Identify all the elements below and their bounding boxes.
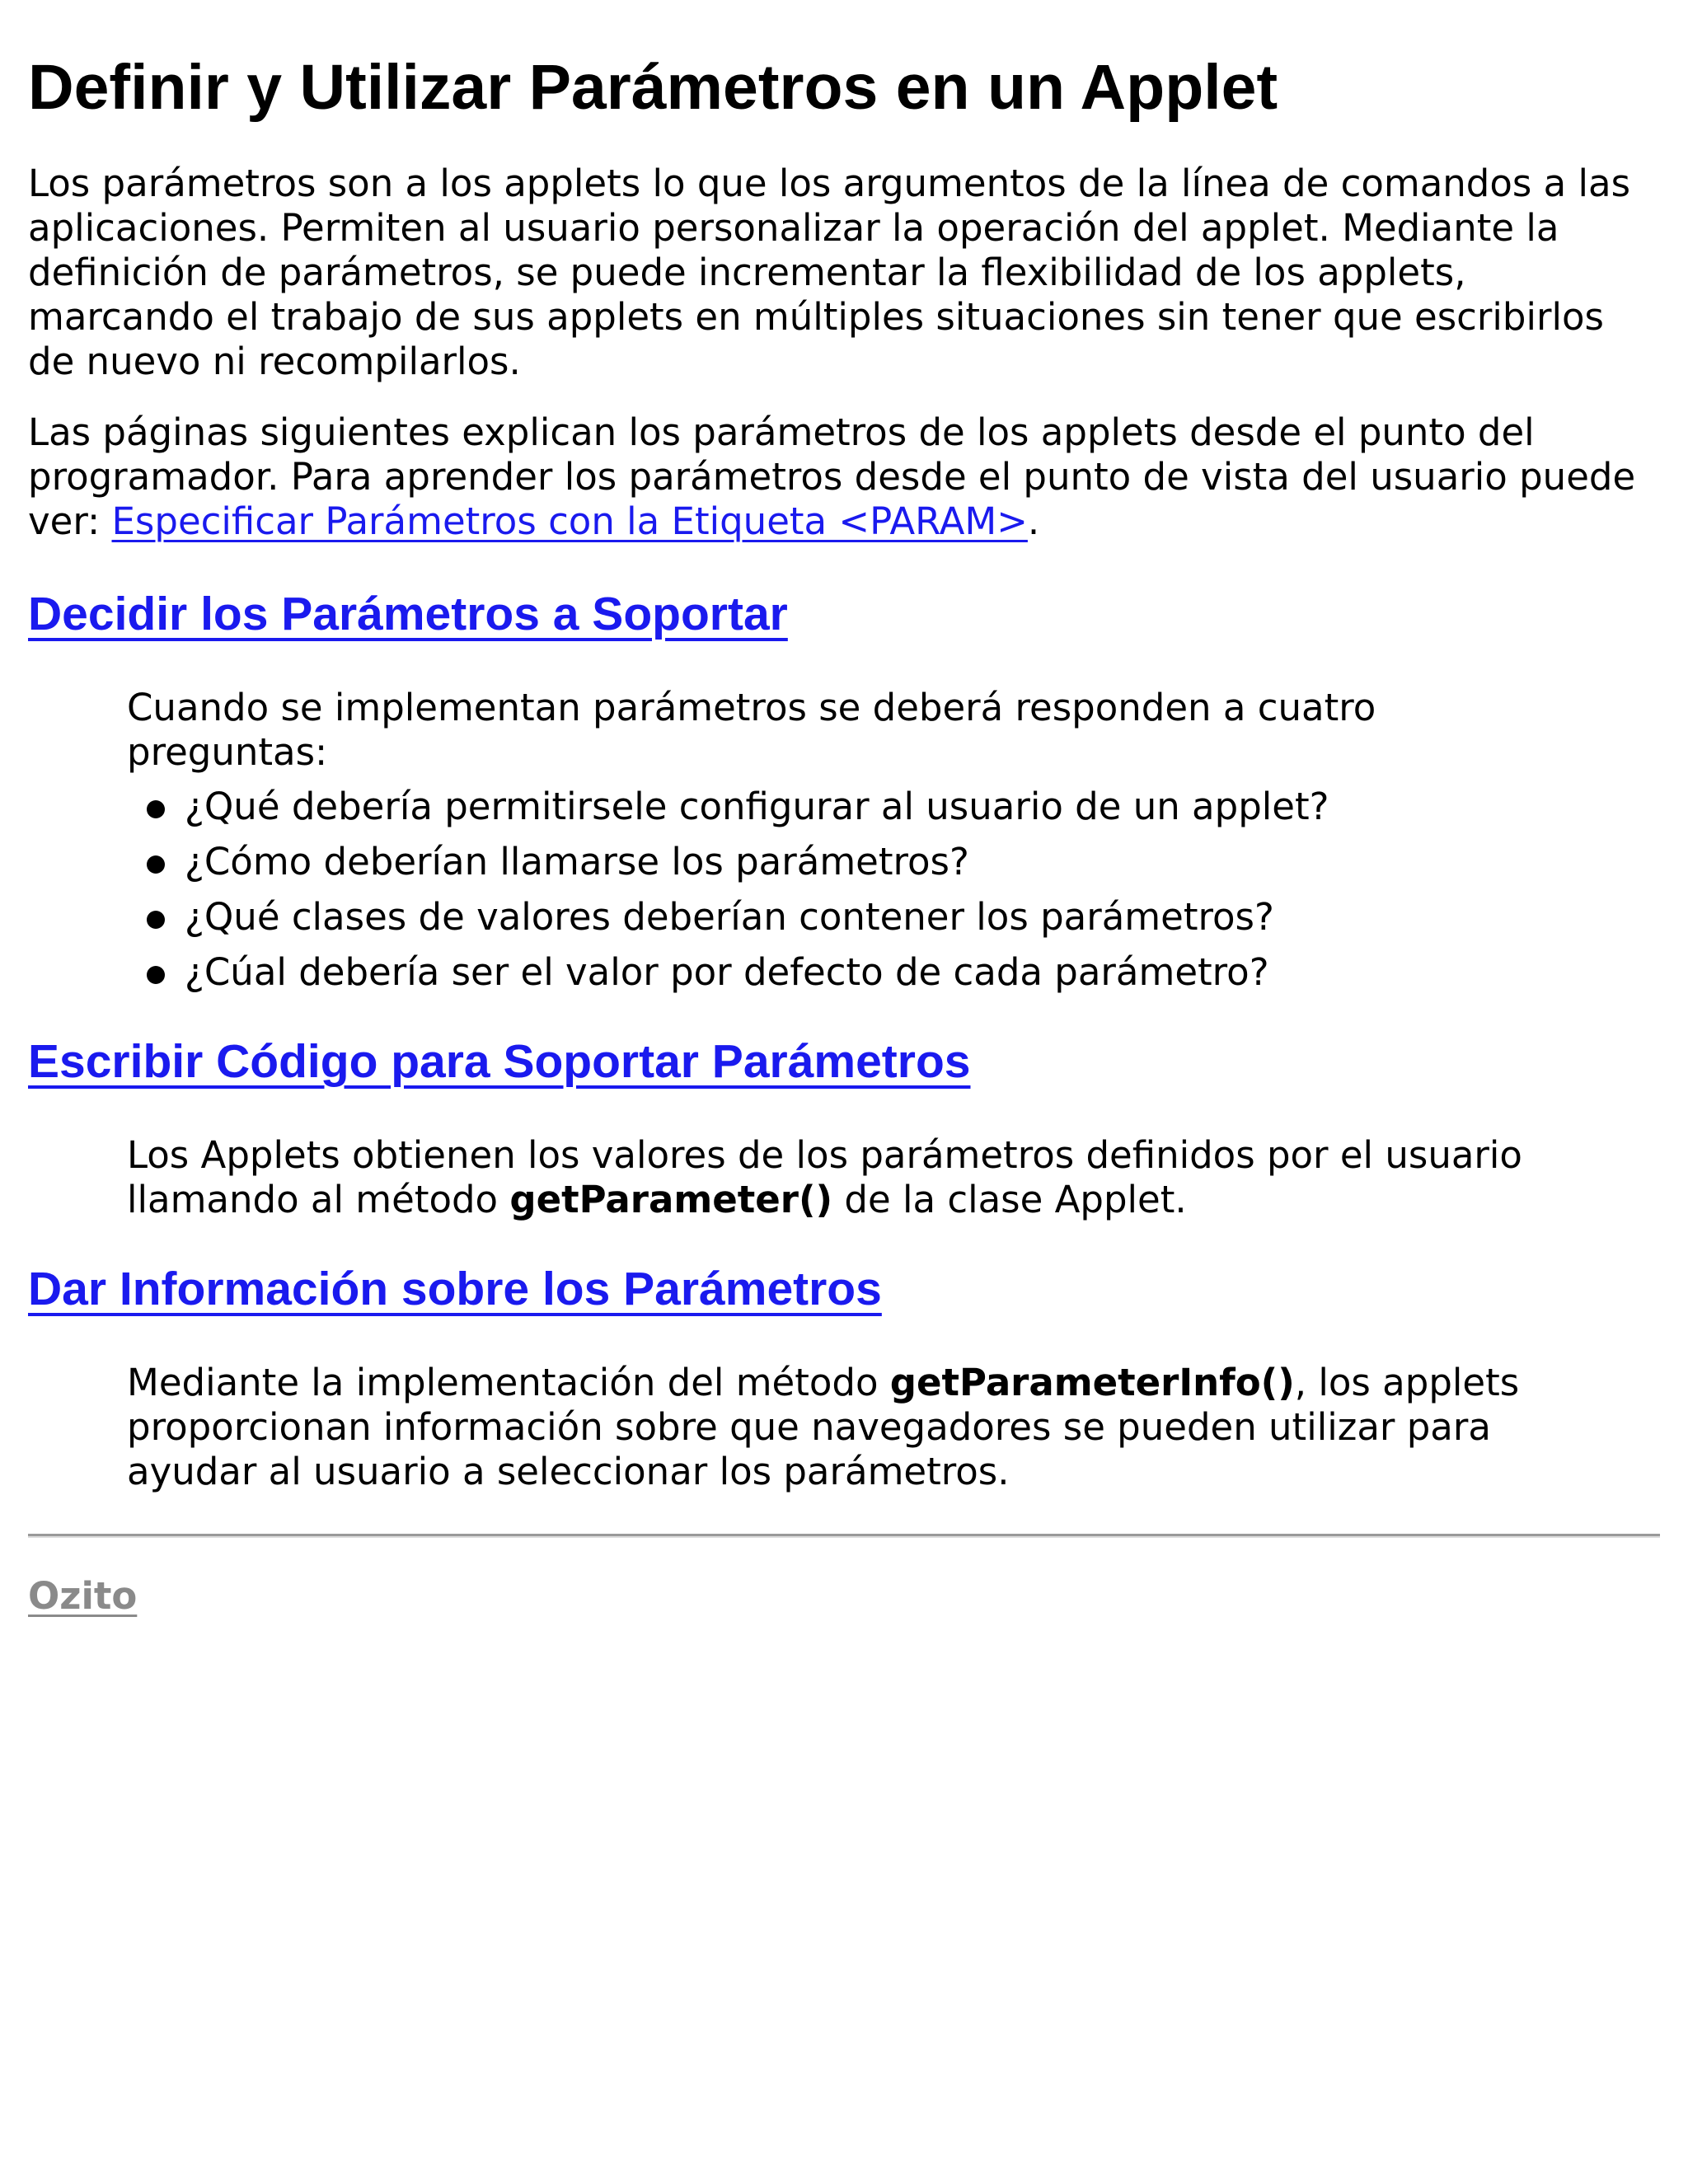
intro-paragraph-2-text: Las páginas siguientes explican los parámetros de los applets desde el punto del programador. Para aprender los parámetros desde el punto de vista del usuario puede ver: [28,410,1636,543]
intro-paragraph-2 [28,410,1660,544]
list-item-text: ¿Qué debería permitirsele configurar al usuario de un applet? [185,785,1329,828]
bullet-icon [147,966,165,984]
list-item-text: ¿Qué clases de valores deberían contener los parámetros? [185,895,1274,939]
footer [28,1574,1660,1619]
section-text-escribir-before: Los Applets obtienen los valores de los parámetros definidos por el usuario llamando al método [127,1133,1522,1221]
horizontal-divider [28,1534,1660,1538]
section-heading-escribir [28,1034,1660,1089]
list-item [185,895,1528,940]
section-body-decidir [127,686,1528,995]
intro-paragraph-2-end: . [1027,499,1040,543]
list-item [185,785,1528,829]
bullet-icon [147,800,165,818]
ozito-link[interactable]: Ozito [28,1574,138,1618]
method-name-getparameterinfo: getParameterInfo() [889,1361,1295,1404]
section-text-escribir [127,1133,1528,1222]
param-tag-link[interactable]: Especificar Parámetros con la Etiqueta <PARAM> [111,499,1028,543]
questions-list [127,785,1528,995]
section-body-escribir [127,1133,1528,1222]
list-item [185,950,1528,995]
page-title: Definir y Utilizar Parámetros en un Applet [28,52,1278,123]
section-link-decidir[interactable]: Decidir los Parámetros a Soportar [28,588,788,640]
list-item-text: ¿Cómo deberían llamarse los parámetros? [185,840,969,883]
section-link-escribir[interactable]: Escribir Código para Soportar Parámetros [28,1035,971,1088]
bullet-icon [147,855,165,874]
document-page [28,0,1660,1619]
list-item-text: ¿Cúal debería ser el valor por defecto de cada parámetro? [185,950,1269,994]
section-link-dar[interactable]: Dar Información sobre los Parámetros [28,1263,882,1315]
section-text-escribir-after: de la clase Applet. [832,1178,1187,1221]
list-item [185,840,1528,884]
section-text-dar-before: Mediante la implementación del método [127,1361,890,1404]
method-name-getparameter: getParameter() [509,1178,833,1221]
section-heading-dar [28,1262,1660,1316]
intro-paragraph-1: Los parámetros son a los applets lo que los argumentos de la línea de comandos a las aplicaciones. Permiten al usuario personalizar la operación del applet. Mediante la definición de parámetros, se puede incrementar la flexibilidad de los applets, marcando el trabajo de sus applets en múltiples situaciones sin tener que escribirlos de nuevo ni recompilarlos. [28,162,1631,383]
section-body-dar [127,1361,1528,1494]
bullet-icon [147,911,165,929]
section-text-decidir: Cuando se implementan parámetros se deberá responden a cuatro preguntas: [127,686,1376,774]
section-text-dar [127,1361,1528,1494]
section-text-dar-after: , los applets proporcionan información sobre que navegadores se pueden utilizar para ayudar al usuario a seleccionar los parámetros. [127,1361,1520,1493]
section-heading-decidir [28,587,1660,641]
